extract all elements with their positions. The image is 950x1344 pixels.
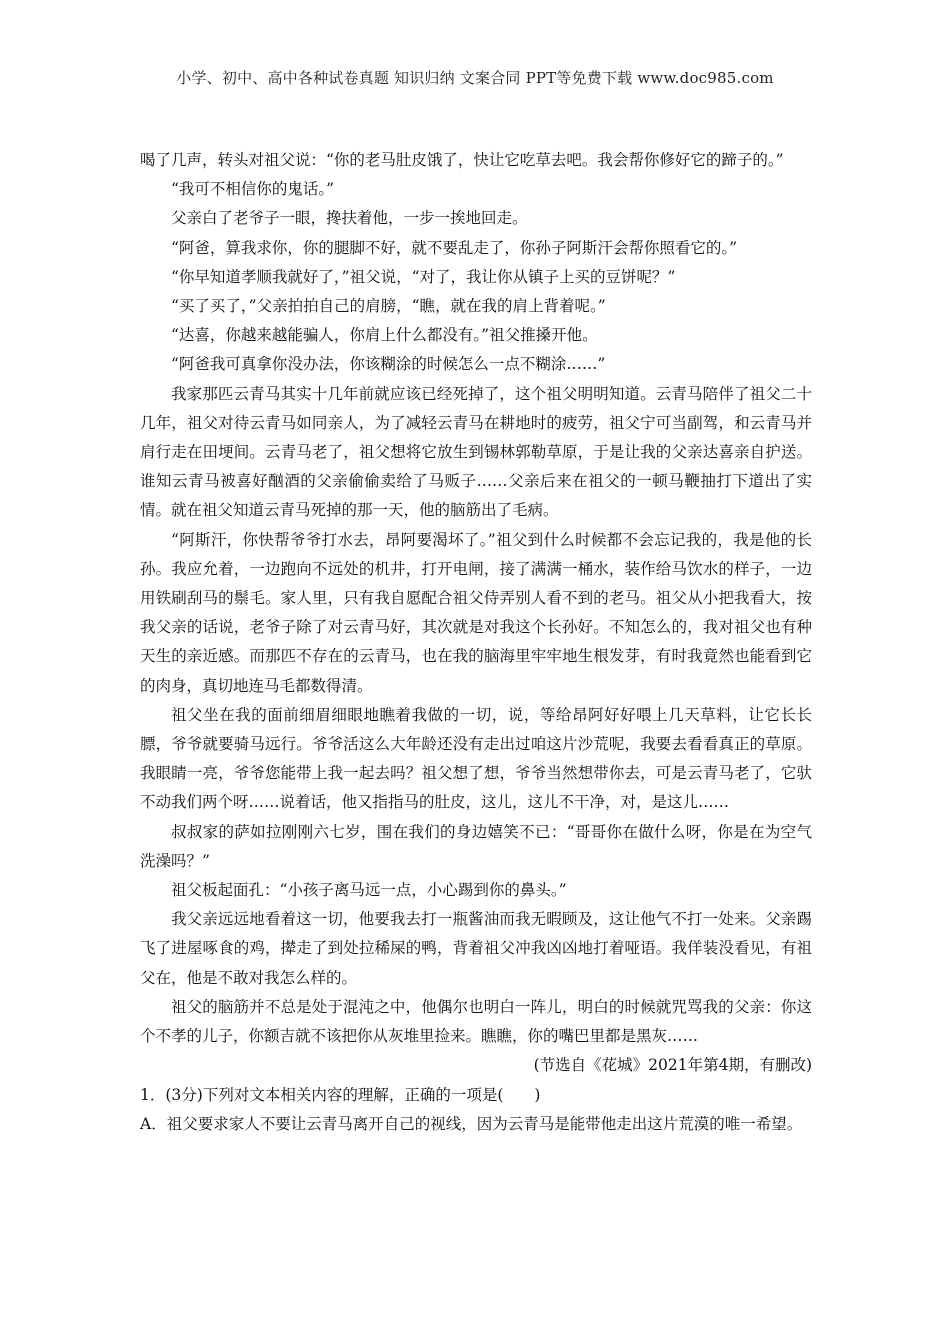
paragraph: 祖父坐在我的面前细眉细眼地瞧着我做的一切，说，等给昂阿好好喂上几天草料，让它长长膘，爷爷就要骑马远行。爷爷活这么大年龄还没有走出过咱这片沙荒呢，我要去看看真正的草原。我眼睛一亮，爷爷您能带上我一起去吗？祖父想了想，爷爷当然想带你去，可是云青马老了，它驮不动我们两个呀……说着话，他又指指马的肚皮，这儿，这儿不干净，对，是这儿……	[140, 705, 812, 812]
paragraph: “达喜，你越来越能骗人，你肩上什么都没有。”祖父推搡开他。	[171, 326, 598, 345]
paragraph: 我父亲远远地看着这一切，他要我去打一瓶酱油而我无暇顾及，这让他气不打一处来。父亲踢飞了进屋啄食的鸡，撵走了到处拉稀屎的鸭，背着祖父冲我凶凶地打着哑语。我佯装没看见，有祖父在，他是不敢对我怎么样的。	[140, 910, 812, 987]
paragraph: 父亲白了老爷子一眼，搀扶着他，一步一挨地回走。	[171, 209, 528, 228]
paragraph: 我家那匹云青马其实十几年前就应该已经死掉了，这个祖父明明知道。云青马陪伴了祖父二十几年，祖父对待云青马如同亲人，为了减轻云青马在耕地时的疲劳，祖父宁可当副驾，和云青马并肩行走在田埂间。云青马老了，祖父想将它放生到锡林郭勒草原，于是让我的父亲达喜亲自护送。谁知云青马被喜好酗酒的父亲偷偷卖给了马贩子……父亲后来在祖父的一顿马鞭抽打下道出了实情。就在祖父知道云青马死掉的那一天，他的脑筋出了毛病。	[140, 384, 812, 520]
source-citation: (节选自《花城》2021年第4期，有删改)	[533, 1056, 812, 1075]
paragraph: “阿爸我可真拿你没办法，你该糊涂的时候怎么一点不糊涂……”	[171, 355, 606, 374]
paragraph: “你早知道孝顺我就好了，”祖父说，“对了，我让你从镇子上买的豆饼呢？”	[171, 267, 676, 286]
paragraph: 喝了几声，转头对祖父说：“你的老马肚皮饿了，快让它吃草去吧。我会帮你修好它的蹄子的。”	[140, 151, 784, 169]
paragraph: “买了买了，”父亲拍拍自己的肩膀，“瞧，就在我的肩上背着呢。”	[171, 297, 606, 316]
paragraph: 叔叔家的萨如拉刚刚六七岁，围在我们的身边嬉笑不已：“哥哥你在做什么呀，你是在为空气洗澡吗？”	[140, 822, 812, 870]
option-a: A．祖父要求家人不要让云青马离开自己的视线，因为云青马是能带他走出这片荒漠的唯一希望。	[140, 1114, 803, 1133]
page-header: 小学、初中、高中各种试卷真题 知识归纳 文案合同 PPT等免费下载 www.doc985.com	[176, 69, 774, 87]
paragraph: “我可不相信你的鬼话。”	[171, 180, 335, 199]
paragraph: “阿斯汗，你快帮爷爷打水去，昂阿要渴坏了。”祖父到什么时候都不会忘记我的，我是他的长孙。我应允着，一边跑向不远处的机井，打开电闸，接了满满一桶水，装作给马饮水的样子，一边用铁刷刮马的鬃毛。家人里，只有我自愿配合祖父侍弄别人看不到的老马。祖父从小把我看大，按我父亲的话说，老爷子除了对云青马好，其次就是对我这个长孙好。不知怎么的，我对祖父也有种天生的亲近感。而那匹不存在的云青马，也在我的脑海里牢牢地生根发芽，有时我竟然也能看到它的肉身，真切地连马毛都数得清。	[140, 530, 812, 695]
paragraph: “阿爸，算我求你，你的腿脚不好，就不要乱走了，你孙子阿斯汗会帮你照看它的。”	[171, 238, 738, 257]
question-1: 1．(3分)下列对文本相关内容的理解，正确的一项是( )	[140, 1085, 541, 1104]
article-body	[140, 146, 812, 1139]
paragraph: 祖父板起面孔：“小孩子离马远一点，小心踢到你的鼻头。”	[171, 881, 567, 900]
paragraph: 祖父的脑筋并不总是处于混沌之中，他偶尔也明白一阵儿，明白的时候就咒骂我的父亲：你这个不孝的儿子，你额吉就不该把你从灰堆里捡来。瞧瞧，你的嘴巴里都是黑灰……	[140, 997, 812, 1046]
